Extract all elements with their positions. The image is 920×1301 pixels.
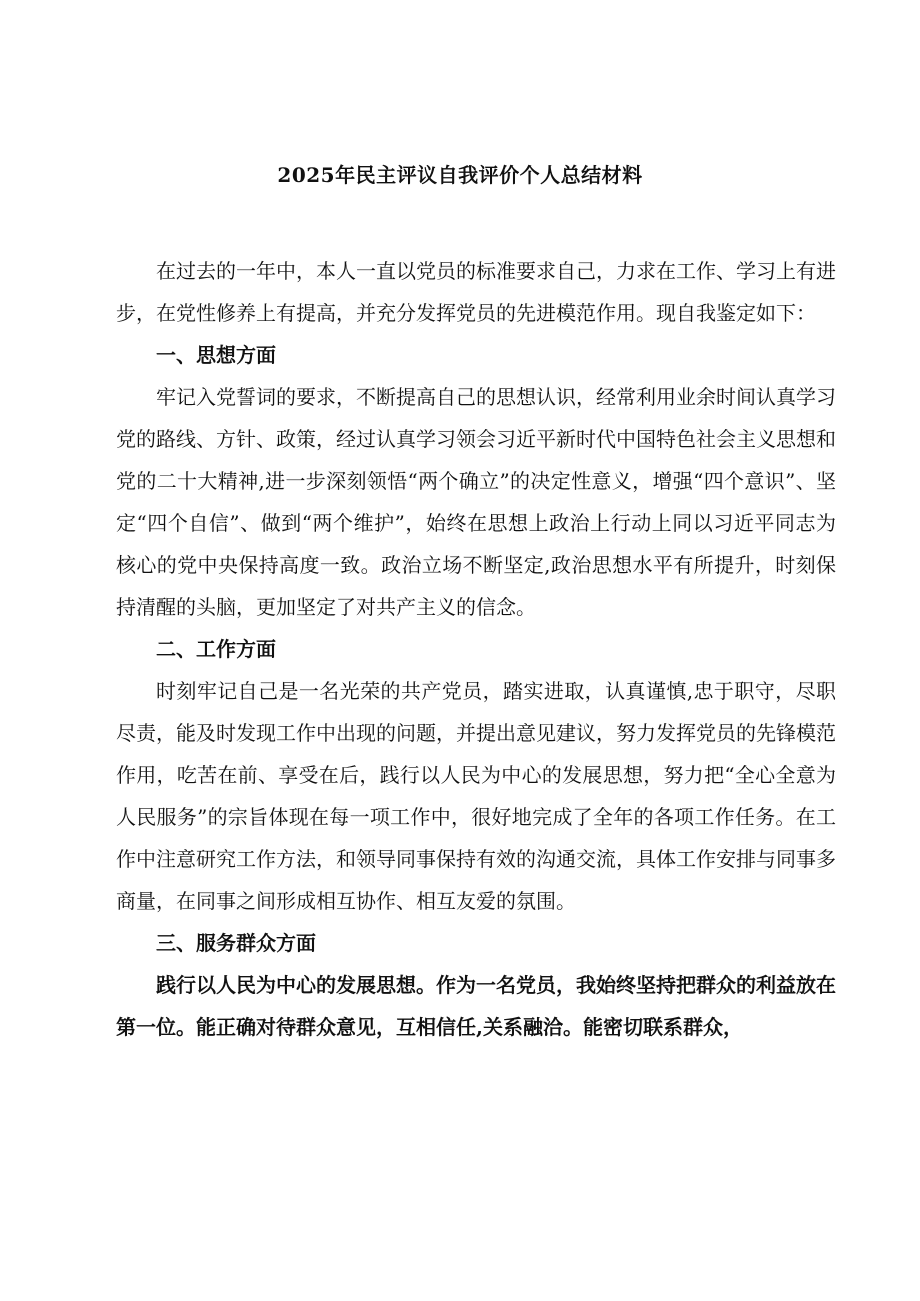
section-heading-thought: 一、思想方面	[156, 343, 276, 367]
section-heading-service: 三、服务群众方面	[156, 931, 316, 955]
intro-paragraph: 在过去的一年中，本人一直以党员的标准要求自己，力求在工作、学习上有进步，在党性修养上有提高，并充分发挥党员的先进模范作用。现自我鉴定如下：	[116, 259, 836, 325]
document-title: 2025年民主评议自我评价个人总结材料	[277, 163, 643, 187]
section-body-work: 时刻牢记自己是一名光荣的共产党员，踏实进取，认真谨慎,忠于职守，尽职尽责，能及时发现工作中出现的问题，并提出意见建议，努力发挥党员的先锋模范作用，吃苦在前、享受在后，践行以人民为中心的发展思想，努力把“全心全意为人民服务”的宗旨体现在每一项工作中，很好地完成了全年的各项工作任务。在工作中注意研究工作方法，和领导同事保持有效的沟通交流，具体工作安排与同事多商量，在同事之间形成相互协作、相互友爱的氛围。	[116, 679, 836, 913]
document-body	[116, 250, 836, 1048]
section-body-service: 践行以人民为中心的发展思想。作为一名党员，我始终坚持把群众的利益放在第一位。能正确对待群众意见，互相信任,关系融洽。能密切联系群众，	[116, 973, 836, 1039]
section-body-thought: 牢记入党誓词的要求，不断提高自己的思想认识，经常利用业余时间认真学习党的路线、方针、政策，经过认真学习领会习近平新时代中国特色社会主义思想和党的二十大精神,进一步深刻领悟“两个确立”的决定性意义，增强“四个意识”、坚定“四个自信”、做到“两个维护”，始终在思想上政治上行动上同以习近平同志为核心的党中央保持高度一致。政治立场不断坚定,政治思想水平有所提升，时刻保持清醒的头脑，更加坚定了对共产主义的信念。	[116, 385, 836, 619]
section-heading-work: 二、工作方面	[156, 637, 276, 661]
